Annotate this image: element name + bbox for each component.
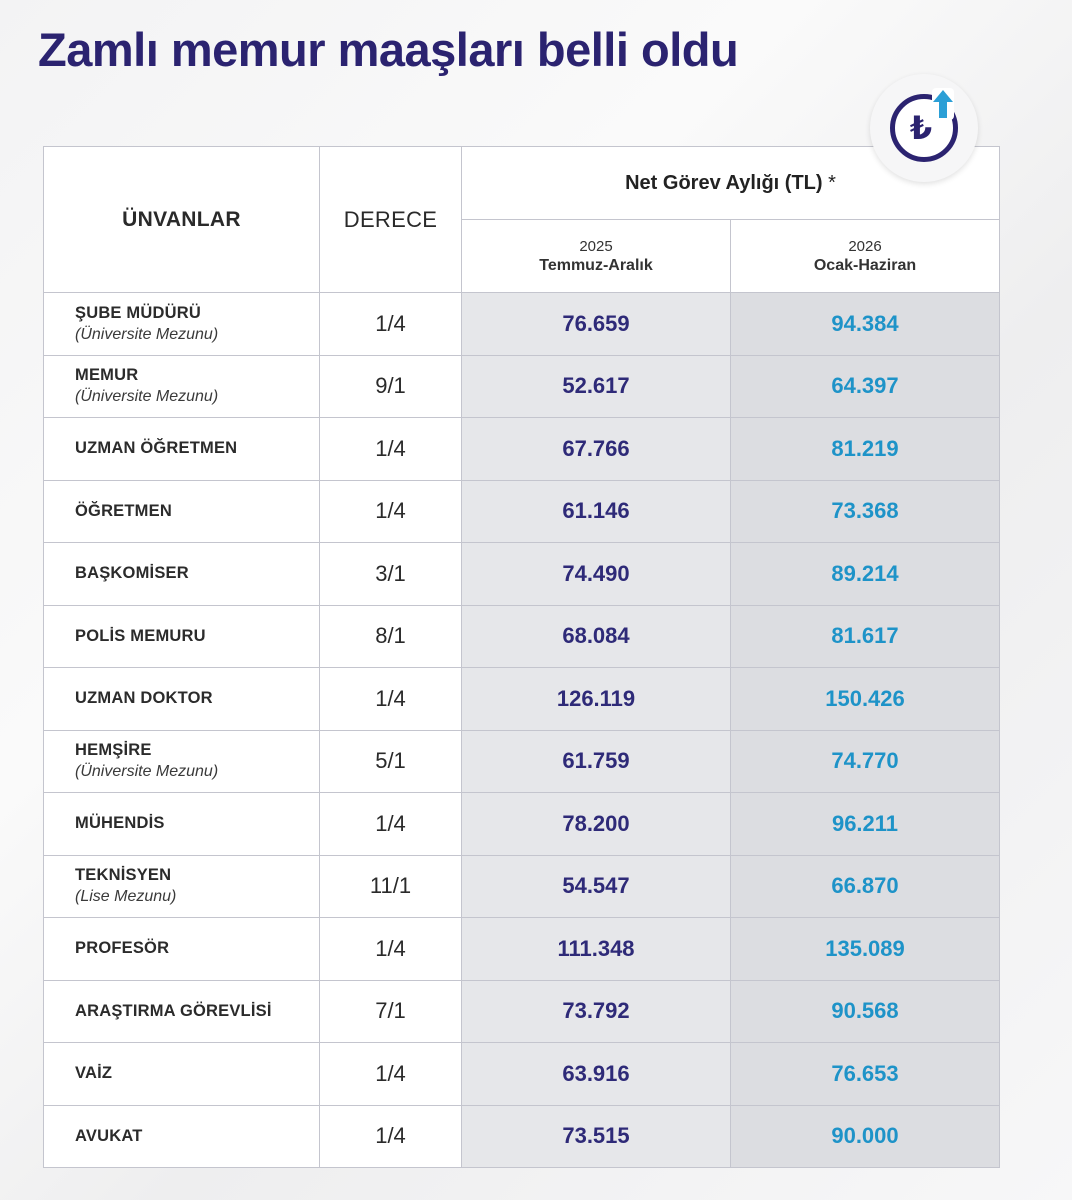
unvan-name: BAŞKOMİSER bbox=[75, 564, 189, 583]
cell-value-2026: 89.214 bbox=[731, 543, 1000, 606]
period-range-2025: Temmuz-Aralık bbox=[539, 257, 653, 274]
table-row bbox=[44, 543, 1000, 606]
cell-value-2026: 94.384 bbox=[731, 293, 1000, 356]
unvan-note: (Üniversite Mezunu) bbox=[75, 388, 219, 406]
table-row bbox=[44, 293, 1000, 356]
cell-unvan bbox=[44, 418, 320, 481]
table-header bbox=[44, 147, 1000, 293]
column-header-2025 bbox=[462, 220, 731, 293]
unvan-note: (Üniversite Mezunu) bbox=[75, 763, 219, 781]
cell-unvan bbox=[44, 730, 320, 793]
cell-unvan bbox=[44, 1043, 320, 1106]
table-row bbox=[44, 418, 1000, 481]
unvan-name: ÖĞRETMEN bbox=[75, 501, 172, 520]
column-header-derece: DERECE bbox=[320, 147, 462, 293]
cell-unvan bbox=[44, 480, 320, 543]
cell-derece: 3/1 bbox=[320, 543, 462, 606]
cell-derece: 1/4 bbox=[320, 918, 462, 981]
table-row bbox=[44, 668, 1000, 731]
table-row bbox=[44, 1105, 1000, 1168]
unvan-note: (Lise Mezunu) bbox=[75, 888, 177, 906]
cell-derece: 1/4 bbox=[320, 480, 462, 543]
period-year-2026: 2026 bbox=[848, 238, 882, 255]
cell-value-2025: 78.200 bbox=[462, 793, 731, 856]
unvan-name: VAİZ bbox=[75, 1064, 113, 1083]
table-row bbox=[44, 793, 1000, 856]
unvan-name: PROFESÖR bbox=[75, 939, 170, 958]
cell-value-2026: 74.770 bbox=[731, 730, 1000, 793]
cell-derece: 5/1 bbox=[320, 730, 462, 793]
table-row bbox=[44, 480, 1000, 543]
cell-unvan bbox=[44, 793, 320, 856]
cell-value-2025: 74.490 bbox=[462, 543, 731, 606]
cell-value-2025: 111.348 bbox=[462, 918, 731, 981]
cell-value-2025: 67.766 bbox=[462, 418, 731, 481]
cell-value-2026: 81.617 bbox=[731, 605, 1000, 668]
table-row bbox=[44, 918, 1000, 981]
cell-derece: 9/1 bbox=[320, 355, 462, 418]
cell-derece: 1/4 bbox=[320, 668, 462, 731]
cell-derece: 1/4 bbox=[320, 293, 462, 356]
cell-derece: 7/1 bbox=[320, 980, 462, 1043]
column-header-unvanlar: ÜNVANLAR bbox=[44, 147, 320, 293]
period-year-2025: 2025 bbox=[579, 238, 613, 255]
cell-unvan bbox=[44, 543, 320, 606]
cell-value-2026: 90.000 bbox=[731, 1105, 1000, 1168]
up-arrow-icon bbox=[932, 88, 954, 120]
cell-value-2025: 63.916 bbox=[462, 1043, 731, 1106]
unvan-name: POLİS MEMURU bbox=[75, 626, 206, 645]
salary-table bbox=[43, 146, 1000, 1168]
cell-derece: 1/4 bbox=[320, 1105, 462, 1168]
unvan-name: ARAŞTIRMA GÖREVLİSİ bbox=[75, 1001, 272, 1020]
cell-value-2026: 64.397 bbox=[731, 355, 1000, 418]
cell-value-2026: 81.219 bbox=[731, 418, 1000, 481]
cell-value-2026: 66.870 bbox=[731, 855, 1000, 918]
cell-value-2026: 76.653 bbox=[731, 1043, 1000, 1106]
cell-value-2025: 126.119 bbox=[462, 668, 731, 731]
table-row bbox=[44, 730, 1000, 793]
table-row bbox=[44, 605, 1000, 668]
unvan-name: MÜHENDİS bbox=[75, 814, 165, 833]
cell-unvan bbox=[44, 355, 320, 418]
cell-value-2026: 90.568 bbox=[731, 980, 1000, 1043]
cell-value-2026: 73.368 bbox=[731, 480, 1000, 543]
cell-value-2025: 68.084 bbox=[462, 605, 731, 668]
cell-unvan bbox=[44, 668, 320, 731]
cell-unvan bbox=[44, 918, 320, 981]
cell-value-2025: 76.659 bbox=[462, 293, 731, 356]
unvan-name: HEMŞİRE bbox=[75, 741, 152, 760]
unvan-note: (Üniversite Mezunu) bbox=[75, 325, 219, 343]
cell-unvan bbox=[44, 855, 320, 918]
table-body bbox=[44, 293, 1000, 1168]
unvan-name: AVUKAT bbox=[75, 1126, 143, 1145]
unvan-name: ŞUBE MÜDÜRÜ bbox=[75, 303, 201, 322]
cell-derece: 1/4 bbox=[320, 793, 462, 856]
cell-value-2025: 61.146 bbox=[462, 480, 731, 543]
column-header-2026 bbox=[731, 220, 1000, 293]
cell-unvan bbox=[44, 980, 320, 1043]
table-row bbox=[44, 980, 1000, 1043]
table-row bbox=[44, 855, 1000, 918]
cell-derece: 1/4 bbox=[320, 418, 462, 481]
cell-unvan bbox=[44, 1105, 320, 1168]
turkish-lira-up-arrow-icon bbox=[870, 74, 978, 182]
cell-value-2025: 73.515 bbox=[462, 1105, 731, 1168]
cell-derece: 8/1 bbox=[320, 605, 462, 668]
cell-derece: 1/4 bbox=[320, 1043, 462, 1106]
footnote-star: * bbox=[828, 171, 836, 194]
lira-symbol-icon: ₺ bbox=[909, 109, 933, 147]
cell-unvan bbox=[44, 293, 320, 356]
cell-value-2026: 96.211 bbox=[731, 793, 1000, 856]
cell-value-2025: 54.547 bbox=[462, 855, 731, 918]
cell-value-2025: 52.617 bbox=[462, 355, 731, 418]
cell-derece: 11/1 bbox=[320, 855, 462, 918]
unvan-name: UZMAN DOKTOR bbox=[75, 689, 213, 708]
unvan-name: MEMUR bbox=[75, 366, 139, 385]
table-row bbox=[44, 1043, 1000, 1106]
cell-value-2025: 73.792 bbox=[462, 980, 731, 1043]
cell-value-2026: 150.426 bbox=[731, 668, 1000, 731]
period-range-2026: Ocak-Haziran bbox=[813, 257, 917, 274]
unvan-name: UZMAN ÖĞRETMEN bbox=[75, 439, 238, 458]
cell-value-2026: 135.089 bbox=[731, 918, 1000, 981]
cell-unvan bbox=[44, 605, 320, 668]
unvan-name: TEKNİSYEN bbox=[75, 866, 172, 885]
cell-value-2025: 61.759 bbox=[462, 730, 731, 793]
table-row bbox=[44, 355, 1000, 418]
page-title: Zamlı memur maaşları belli oldu bbox=[38, 23, 739, 76]
net-gorev-ayligi-label: Net Görev Aylığı (TL) bbox=[625, 171, 823, 194]
